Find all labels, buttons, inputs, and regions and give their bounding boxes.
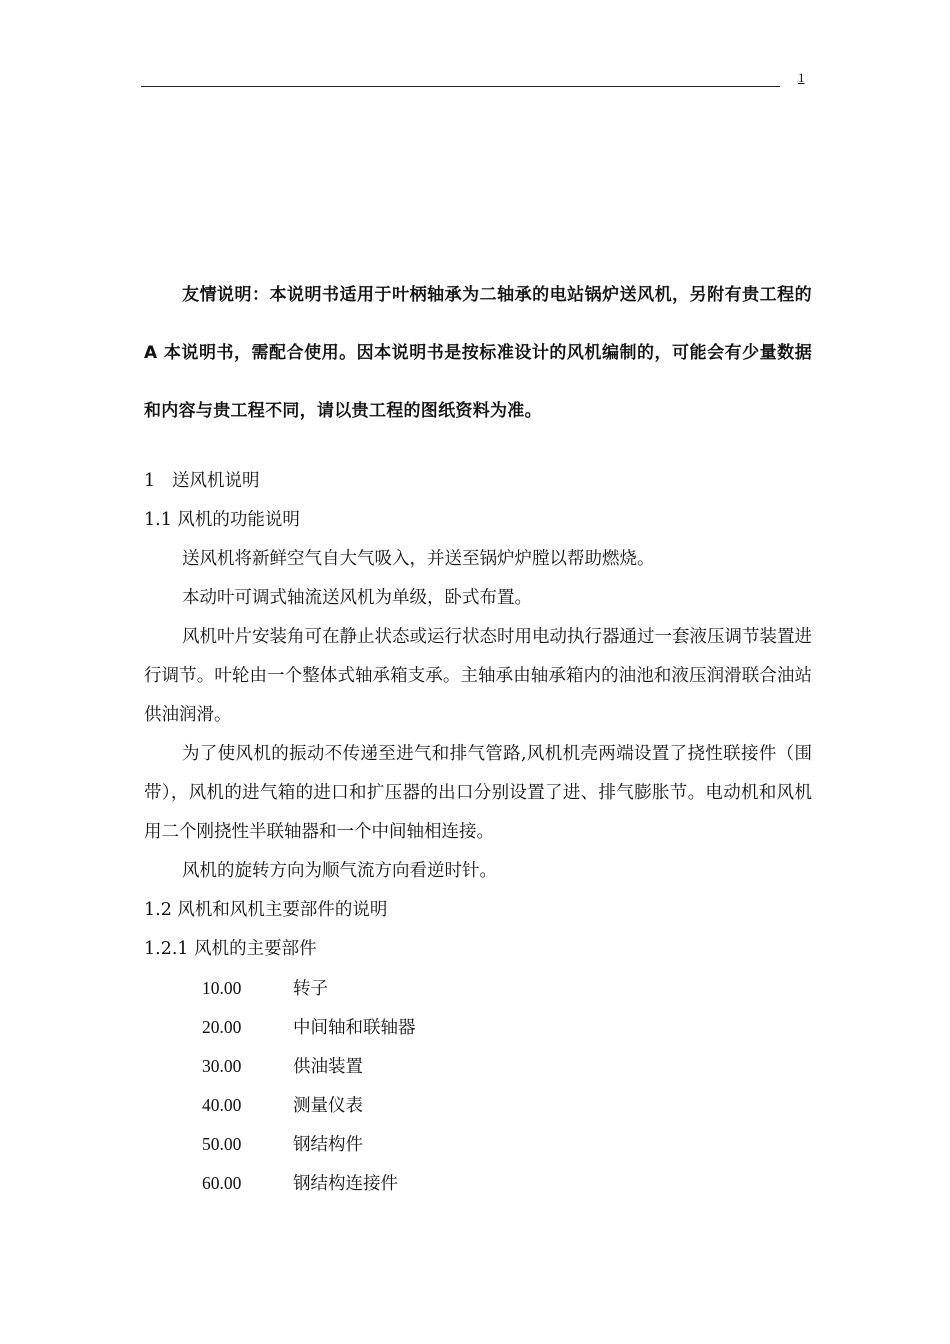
paragraph: 为了使风机的振动不传递至进气和排气管路,风机机壳两端设置了挠性联接件（围带），风机的进气箱的进口和扩压器的出口分别设置了进、排气膨胀节。电动机和风机用二个刚挠性半联轴器和一个中间轴相连接。 — [144, 744, 812, 842]
subsection-heading: 1.2 风机和风机主要部件的说明 — [144, 900, 388, 920]
subsection-heading: 1.2.1 风机的主要部件 — [144, 939, 317, 959]
parts-list — [144, 969, 812, 1203]
header-rule — [141, 86, 780, 87]
part-code: 60.00 — [202, 1173, 242, 1193]
list-item — [144, 1086, 812, 1125]
part-name: 中间轴和联轴器 — [293, 1018, 416, 1038]
part-name: 钢结构件 — [293, 1135, 363, 1155]
part-code: 20.00 — [202, 1017, 242, 1037]
document-body — [144, 462, 812, 1203]
part-code: 30.00 — [202, 1056, 242, 1076]
notice-paragraph: 友情说明：本说明书适用于叶柄轴承为二轴承的电站锅炉送风机，另附有贵工程的 A 本说明书，需配合使用。因本说明书是按标准设计的风机编制的，可能会有少量数据和内容与贵工程不同，请以贵工程的图纸资料为准。 — [144, 285, 812, 421]
subsection-heading: 1.1 风机的功能说明 — [144, 510, 300, 530]
section-heading — [144, 462, 812, 501]
part-name: 供油装置 — [293, 1057, 363, 1077]
list-item — [144, 1164, 812, 1203]
part-name: 转子 — [293, 979, 328, 999]
part-name: 测量仪表 — [293, 1096, 363, 1116]
paragraph: 风机叶片安装角可在静止状态或运行状态时用电动执行器通过一套液压调节装置进行调节。叶轮由一个整体式轴承箱支承。主轴承由轴承箱内的油池和液压润滑联合油站供油润滑。 — [144, 627, 812, 725]
page-number: 1 — [798, 70, 805, 85]
paragraph: 送风机将新鲜空气自大气吸入，并送至锅炉炉膛以帮助燃烧。 — [182, 549, 655, 569]
part-name: 钢结构连接件 — [293, 1174, 398, 1194]
part-code: 10.00 — [202, 978, 242, 998]
list-item — [144, 1008, 812, 1047]
list-item — [144, 1047, 812, 1086]
list-item — [144, 969, 812, 1008]
paragraph: 本动叶可调式轴流送风机为单级，卧式布置。 — [182, 588, 532, 608]
section-number: 1 — [144, 471, 156, 491]
part-code: 40.00 — [202, 1095, 242, 1115]
part-code: 50.00 — [202, 1134, 242, 1154]
paragraph: 风机的旋转方向为顺气流方向看逆时针。 — [182, 861, 497, 881]
list-item — [144, 1125, 812, 1164]
section-title: 送风机说明 — [172, 471, 260, 491]
